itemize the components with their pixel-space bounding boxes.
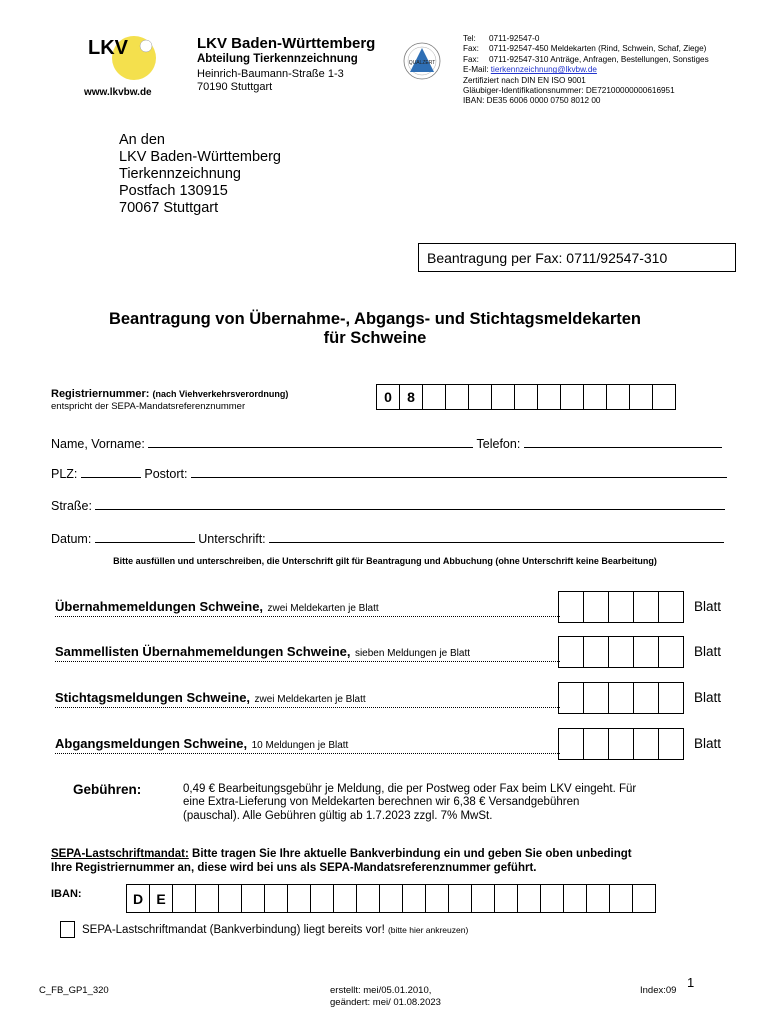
sheet-count-cell[interactable] (583, 591, 609, 623)
dotted-line (55, 707, 560, 708)
fax-notice-box: Beantragung per Fax: 0711/92547-310 (418, 243, 736, 272)
dotted-line (55, 661, 560, 662)
revision-info: erstellt: mei/05.01.2010, geändert: mei/ 01.08.2023 (330, 985, 441, 1008)
signature-notice: Bitte ausfüllen und unterschreiben, die Unterschrift gilt für Beantragung und Abbuchung (ohne Unterschrift keine Bearbeitung) (113, 556, 657, 566)
org-name: LKV Baden-Württemberg (197, 35, 376, 52)
registration-digit-cell[interactable] (491, 384, 515, 410)
registration-digit-cell[interactable] (652, 384, 676, 410)
sheet-count-cell[interactable] (583, 682, 609, 714)
iban-char-cell[interactable] (540, 884, 564, 913)
recipient-address: An den LKV Baden-Württemberg Tierkennzeichnung Postfach 130915 70067 Stuttgart (119, 132, 281, 216)
sheet-count-cell[interactable] (558, 682, 584, 714)
registration-digit-cell[interactable] (445, 384, 469, 410)
page-number: 1 (687, 975, 695, 990)
iban-char-cell[interactable]: D (126, 884, 150, 913)
registration-digit-cell[interactable] (629, 384, 653, 410)
iban-char-cell[interactable] (379, 884, 403, 913)
iban-char-cell[interactable] (195, 884, 219, 913)
svg-text:QUALZERT: QUALZERT (408, 60, 436, 66)
sheet-count-cell[interactable] (633, 591, 659, 623)
iban-char-cell[interactable] (586, 884, 610, 913)
logo-text: LKV (88, 37, 128, 59)
contact-block: Tel: 0711-92547-0 Fax: 0711-92547-450 Meldekarten (Rind, Schwein, Schaf, Ziege) Fax: 0711-92547-310 Anträge, Anfragen, Bestellungen, Sonstiges E-Mail: tierkennzeichnung@lkvbw.de Zertifiziert nach DIN EN ISO 9001 Gläubiger-Identifikationsnummer: DE72100000000616951 IBAN: DE35 6006 0000 0750 8012 00 (463, 34, 709, 106)
iban-char-cell[interactable] (333, 884, 357, 913)
registration-digit-cell[interactable] (422, 384, 446, 410)
sheet-count-input[interactable] (559, 591, 684, 623)
sepa-existing-checkbox[interactable] (60, 921, 75, 938)
unit-label: Blatt (694, 690, 722, 705)
registration-digit-cell[interactable]: 0 (376, 384, 400, 410)
sheet-count-cell[interactable] (583, 636, 609, 668)
sepa-checkbox-label: SEPA-Lastschriftmandat (Bankverbindung) liegt bereits vor! (bitte hier ankreuzen) (82, 924, 469, 936)
iban-char-cell[interactable] (609, 884, 633, 913)
iban-char-cell[interactable] (448, 884, 472, 913)
registration-digit-cell[interactable] (606, 384, 630, 410)
form-code: C_FB_GP1_320 (39, 985, 109, 996)
plz-city-field[interactable]: PLZ: Postort: (51, 466, 727, 481)
registration-digit-cell[interactable] (560, 384, 584, 410)
org-city: 70190 Stuttgart (197, 81, 273, 93)
order-detail: sieben Meldungen je Blatt (354, 648, 471, 659)
sheet-count-cell[interactable] (583, 728, 609, 760)
sheet-count-cell[interactable] (633, 636, 659, 668)
fax-antraege: 0711-92547-310 Anträge, Anfragen, Bestellungen, Sonstiges (489, 54, 709, 64)
iban-char-cell[interactable] (172, 884, 196, 913)
iban-char-cell[interactable] (241, 884, 265, 913)
page-title: Beantragung von Übernahme-, Abgangs- und Stichtagsmeldekarten für Schweine (108, 310, 642, 347)
dotted-line (55, 616, 560, 617)
creditor-id: Gläubiger-Identifikationsnummer: DE72100000000616951 (463, 86, 675, 96)
fees-label: Gebühren: (73, 782, 142, 797)
fees-text: 0,49 € Bearbeitungsgebühr je Meldung, die per Postweg oder Fax beim LKV eingeht. Für eine Extra-Lieferung von Meldekarten berechnen wir 6,38 € Versandgebühren (pauschal). Alle Gebühren gültig ab 1.7.2023 zzgl. 7% MwSt. (183, 783, 637, 822)
sheet-count-cell[interactable] (608, 728, 634, 760)
iban-char-cell[interactable] (563, 884, 587, 913)
iban-label: IBAN: (51, 888, 82, 900)
iban-char-cell[interactable]: E (149, 884, 173, 913)
date-signature-field[interactable]: Datum: Unterschrift: (51, 531, 724, 546)
sheet-count-cell[interactable] (658, 728, 684, 760)
index-label: Index:09 (640, 985, 677, 996)
iban-char-cell[interactable] (517, 884, 541, 913)
registration-label: Registriernummer: (nach Viehverkehrsverordnung) (51, 388, 289, 400)
order-title: Abgangsmeldungen Schweine, (55, 736, 248, 751)
sheet-count-cell[interactable] (658, 682, 684, 714)
org-department: Abteilung Tierkennzeichnung (197, 53, 358, 65)
iban-char-cell[interactable] (310, 884, 334, 913)
iban-char-cell[interactable] (471, 884, 495, 913)
org-iban: IBAN: DE35 6006 0000 0750 8012 00 (463, 96, 601, 106)
iban-char-cell[interactable] (356, 884, 380, 913)
lkv-logo (86, 32, 158, 84)
unit-label: Blatt (694, 599, 722, 614)
sheet-count-cell[interactable] (608, 682, 634, 714)
sheet-count-cell[interactable] (633, 682, 659, 714)
registration-subtext: entspricht der SEPA-Mandatsreferenznummer (51, 401, 246, 412)
iban-input[interactable] (127, 884, 656, 913)
sheet-count-input[interactable] (559, 682, 684, 714)
dotted-line (55, 753, 560, 754)
sheet-count-cell[interactable] (633, 728, 659, 760)
order-row (55, 689, 560, 707)
registration-digit-cell[interactable] (583, 384, 607, 410)
certification-seal-icon (403, 42, 441, 80)
sheet-count-cell[interactable] (658, 636, 684, 668)
iban-char-cell[interactable] (287, 884, 311, 913)
sheet-count-cell[interactable] (558, 591, 584, 623)
registration-digit-cell[interactable] (514, 384, 538, 410)
email-link[interactable]: tierkennzeichnung@lkvbw.de (490, 65, 597, 75)
order-detail: 10 Meldungen je Blatt (251, 740, 349, 751)
order-row (55, 643, 560, 661)
sheet-count-cell[interactable] (558, 728, 584, 760)
iban-char-cell[interactable] (264, 884, 288, 913)
order-row (55, 598, 560, 616)
certified-text: Zertifiziert nach DIN EN ISO 9001 (463, 75, 586, 85)
order-row (55, 735, 560, 753)
order-title: Stichtagsmeldungen Schweine, (55, 690, 251, 705)
sheet-count-cell[interactable] (558, 636, 584, 668)
registration-digit-cell[interactable] (468, 384, 492, 410)
phone-number: 0711-92547-0 (489, 34, 540, 43)
registration-digit-cell[interactable]: 8 (399, 384, 423, 410)
iban-char-cell[interactable] (402, 884, 426, 913)
order-title: Übernahmemeldungen Schweine, (55, 599, 264, 614)
sheet-count-input[interactable] (559, 636, 684, 668)
order-title: Sammellisten Übernahmemeldungen Schweine, (55, 644, 351, 659)
sheet-count-input[interactable] (559, 728, 684, 760)
sepa-mandate-text: SEPA-Lastschriftmandat: Bitte tragen Sie Ihre aktuelle Bankverbindung ein und geben Sie oben unbedingt Ihre Registriernummer an, diese wird bei uns als SEPA-Mandatsreferenznummer geführt. (51, 848, 632, 874)
iban-char-cell[interactable] (632, 884, 656, 913)
fax-meldekarten: 0711-92547-450 Meldekarten (Rind, Schwein, Schaf, Ziege) (489, 44, 707, 54)
iban-char-cell[interactable] (218, 884, 242, 913)
registration-number-input[interactable] (377, 384, 676, 410)
unit-label: Blatt (694, 736, 722, 751)
registration-digit-cell[interactable] (537, 384, 561, 410)
order-detail: zwei Meldekarten je Blatt (267, 603, 379, 614)
street-field[interactable]: Straße: (51, 498, 725, 513)
sheet-count-cell[interactable] (608, 591, 634, 623)
org-street: Heinrich-Baumann-Straße 1-3 (197, 68, 344, 80)
sheet-count-cell[interactable] (608, 636, 634, 668)
order-detail: zwei Meldekarten je Blatt (254, 694, 366, 705)
iban-char-cell[interactable] (425, 884, 449, 913)
iban-char-cell[interactable] (494, 884, 518, 913)
name-field[interactable]: Name, Vorname: Telefon: (51, 436, 722, 451)
sheet-count-cell[interactable] (658, 591, 684, 623)
unit-label: Blatt (694, 644, 722, 659)
website-link: www.lkvbw.de (84, 87, 152, 98)
